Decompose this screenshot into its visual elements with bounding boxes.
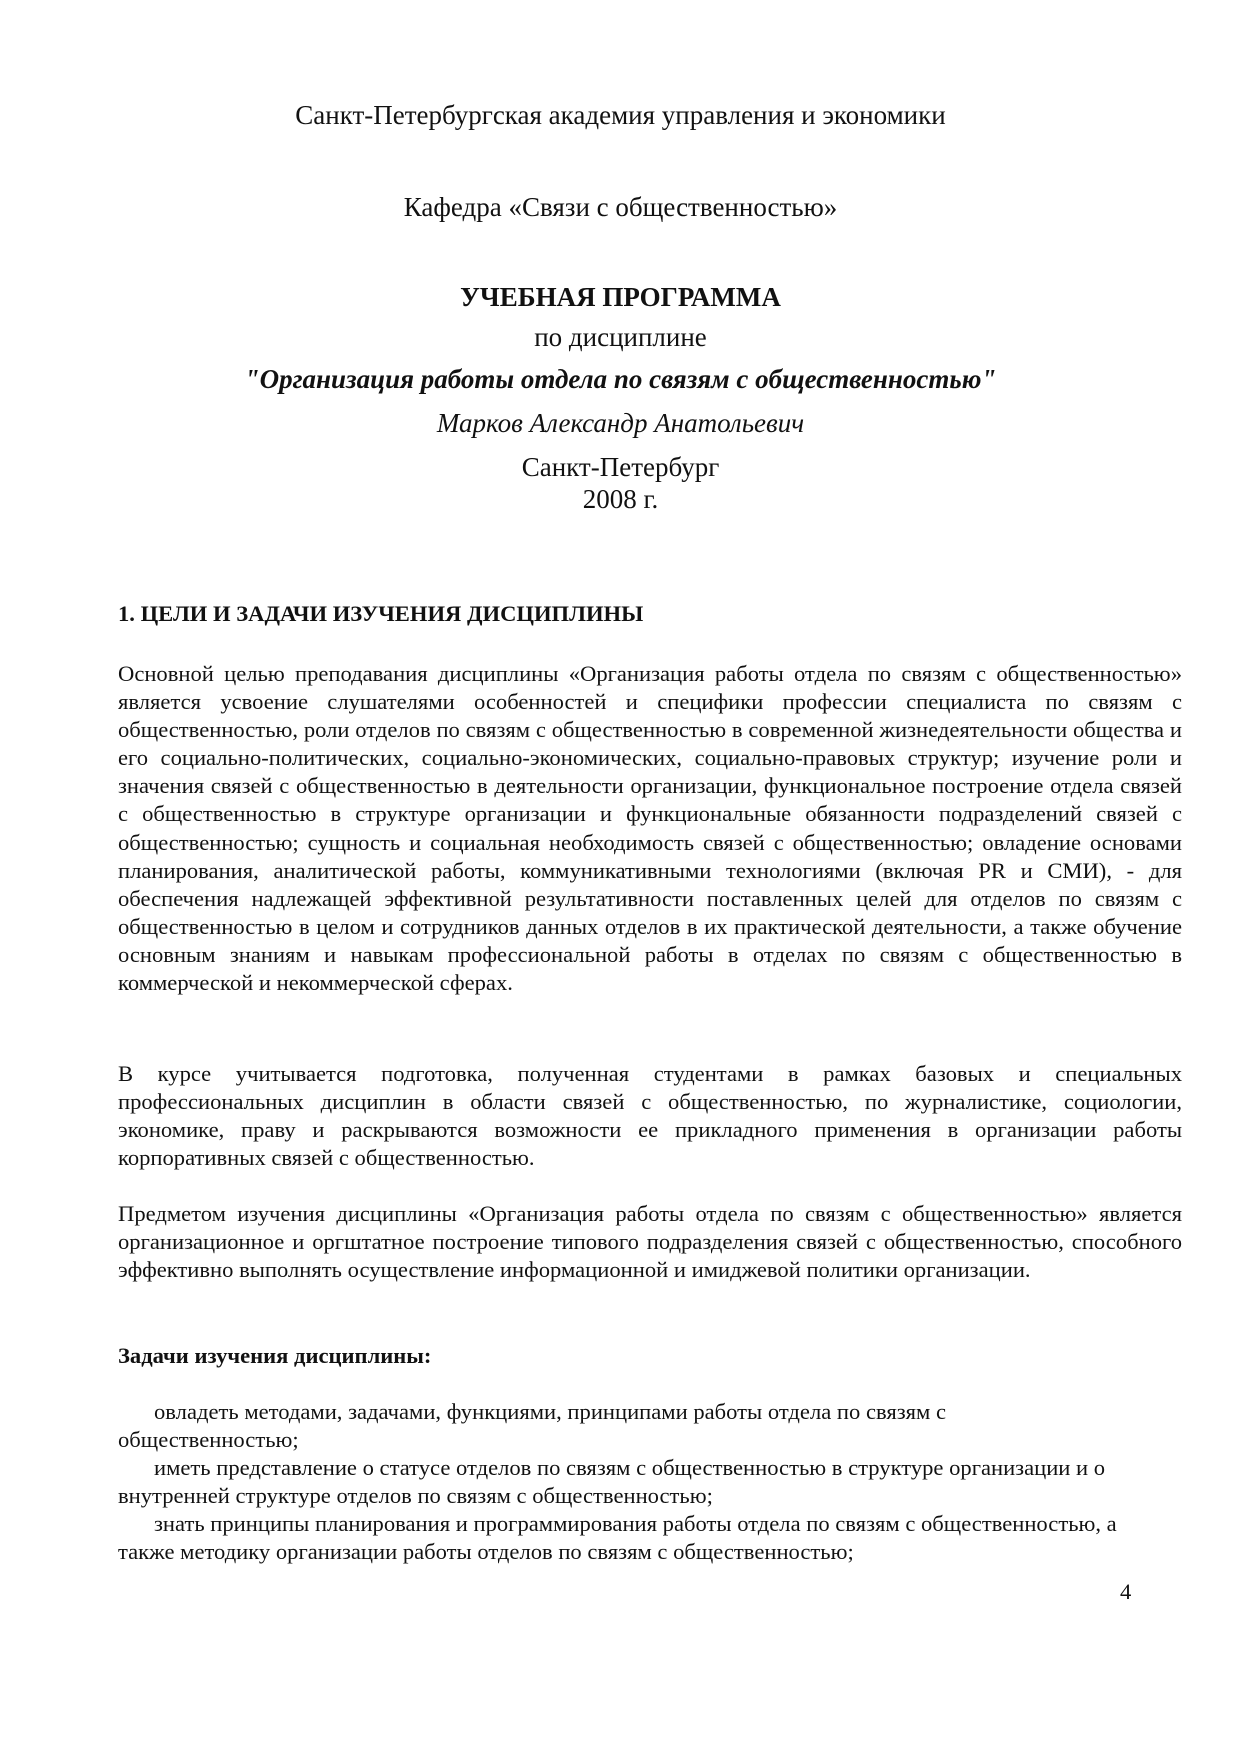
task-item: овладеть методами, задачами, функциями, принципами работы отдела по связям с общественностью; — [118, 1399, 947, 1453]
department-name: Кафедра «Связи с общественностью» — [403, 192, 838, 222]
city: Санкт-Петербург — [521, 452, 720, 482]
paragraph-goals: Основной целью преподавания дисциплины «Организация работы отдела по связям с общественностью» является усвоение слушателями особенностей и специфики профессии специалиста по связям с общественностью, роли отделов по связям с общественностью в современной жизнедеятельности общества и его социально-политических, социально-экономических, социально-правовых структур; изучение роли и значения связей с общественностью в деятельности организации, функциональное построение отдела связей с общественностью в структуре организации и функциональные обязанности подразделений связей с общественностью; сущность и социальная необходимость связей с общественностью; овладение основами планирования, аналитической работы, коммуникативными технологиями (включая PR и СМИ), - для обеспечения надлежащей эффективной результативности поставленных целей для отделов по связям с общественностью в целом и сотрудников данных отделов в их практической деятельности, а также обучение основным знаниям и навыкам профессиональной работы в отделах по связям с общественностью в коммерческой и некоммерческой сферах. — [118, 661, 1182, 996]
academy-name: Санкт-Петербургская академия управления и экономики — [295, 100, 946, 130]
discipline-title: "Организация работы отдела по связям с общественностью" — [244, 364, 997, 394]
tasks-heading: Задачи изучения дисциплины: — [118, 1343, 432, 1368]
program-title: УЧЕБНАЯ ПРОГРАММА — [460, 282, 781, 312]
author-name: Марков Александр Анатольевич — [436, 408, 805, 438]
by-discipline-label: по дисциплине — [534, 322, 707, 352]
page-number: 4 — [1120, 1579, 1132, 1604]
paragraph-subject: Предметом изучения дисциплины «Организация работы отдела по связям с общественностью» является организационное и оргштатное построение типового подразделения связей с общественностью, способного эффективно выполнять осуществление информационной и имиджевой политики организации. — [118, 1201, 1182, 1283]
tasks-list — [118, 1398, 1118, 1567]
task-item: знать принципы планирования и программирования работы отдела по связям с общественностью, а также методику организации работы отделов по связям с общественностью; — [118, 1511, 1117, 1565]
year: 2008 г. — [582, 484, 659, 514]
task-item: иметь представление о статусе отделов по связям с общественностью в структуре организации и о внутренней структуре отделов по связям с общественностью; — [118, 1455, 1106, 1509]
section-heading: 1. ЦЕЛИ И ЗАДАЧИ ИЗУЧЕНИЯ ДИСЦИПЛИНЫ — [118, 601, 644, 626]
paragraph-course: В курсе учитывается подготовка, полученная студентами в рамках базовых и специальных профессиональных дисциплин в области связей с общественностью, по журналистике, социологии, экономике, праву и раскрываются возможности ее прикладного применения в организации работы корпоративных связей с общественностью. — [118, 1061, 1182, 1171]
